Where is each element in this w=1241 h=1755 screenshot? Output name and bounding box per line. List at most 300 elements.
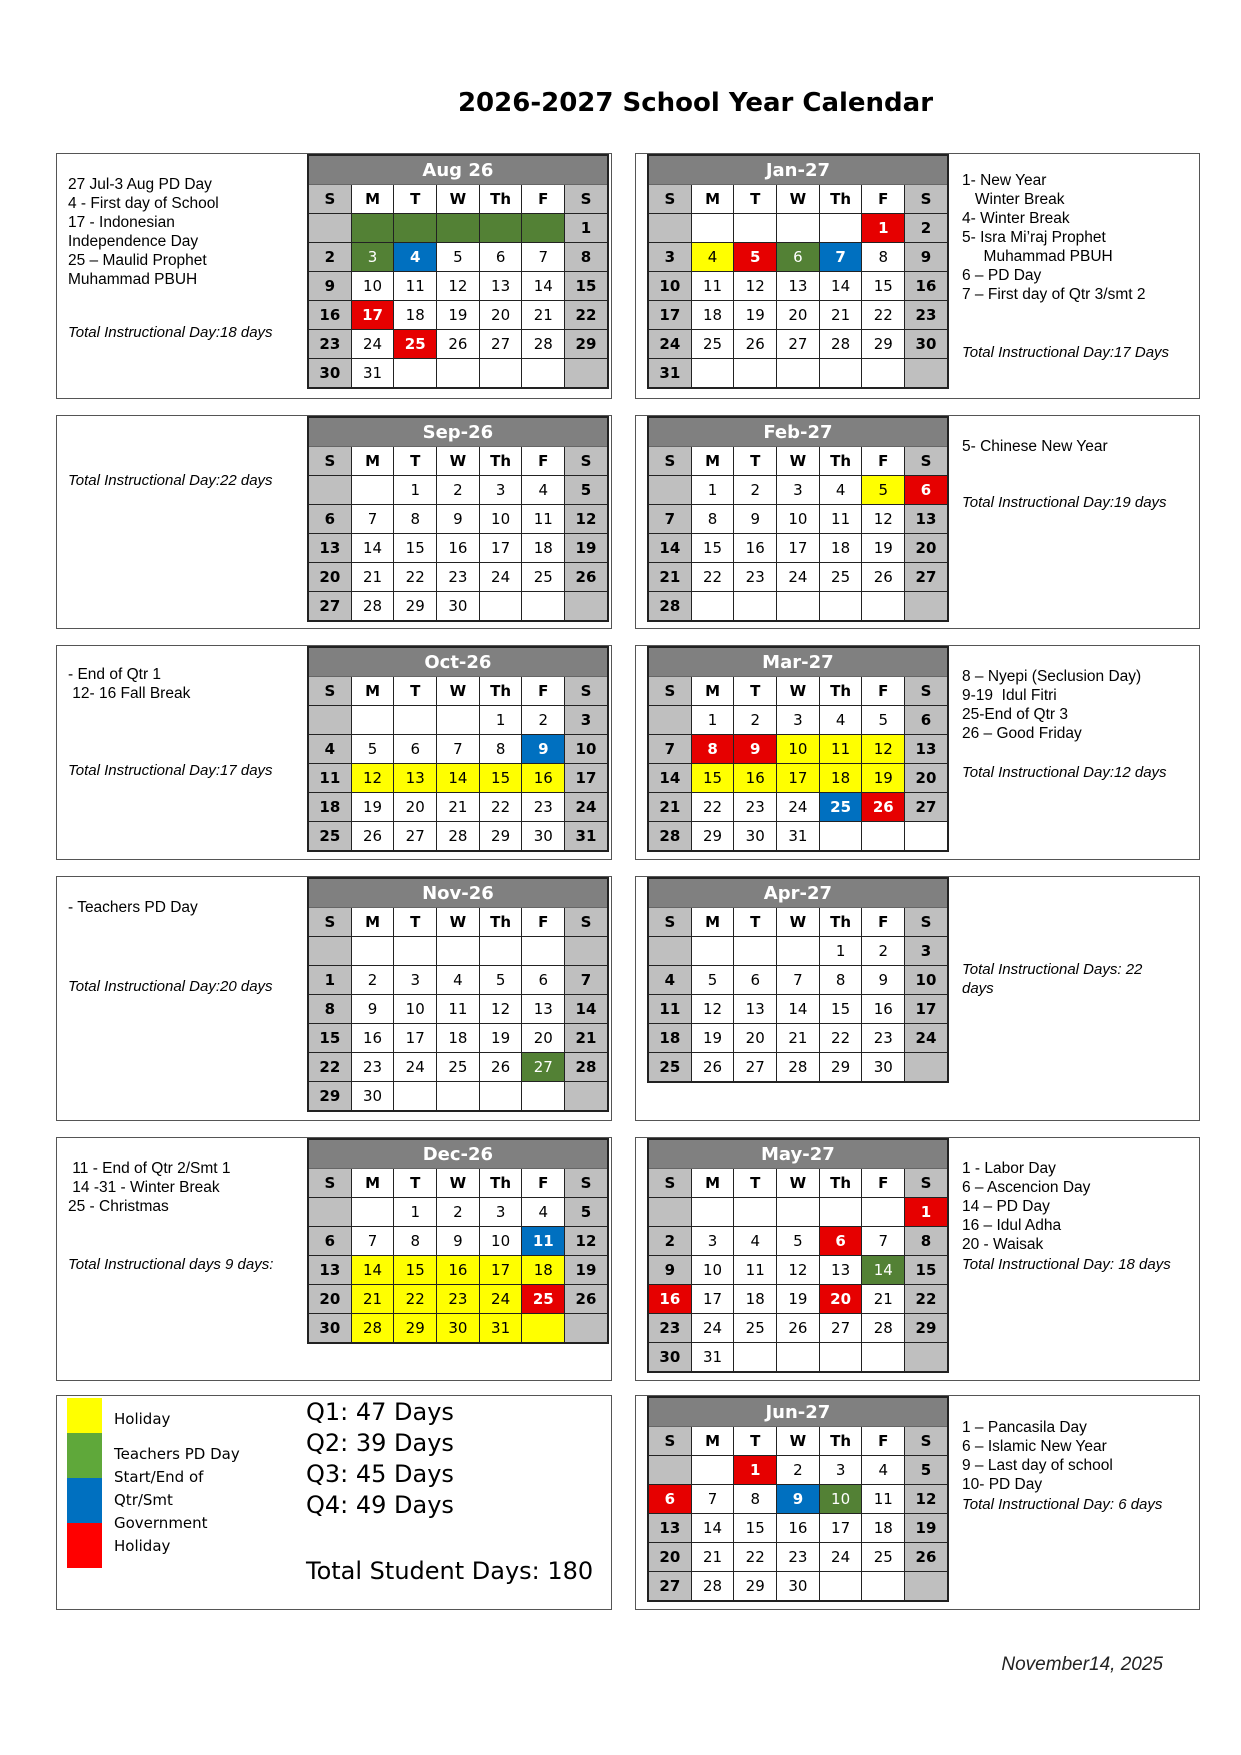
day-header: M (351, 447, 394, 476)
day-cell: 25 (819, 563, 862, 592)
month-notes (962, 171, 1145, 304)
note-line: 25-End of Qtr 3 (962, 706, 1068, 723)
day-cell: 19 (479, 1024, 522, 1053)
day-cell: 15 (565, 272, 608, 301)
total-instructional-days: Total Instructional Day:12 days (962, 764, 1167, 781)
day-cell: 21 (862, 1285, 905, 1314)
day-cell: 6 (905, 476, 948, 505)
day-header: M (691, 677, 734, 706)
day-cell: 14 (565, 995, 608, 1024)
day-cell: 12 (565, 505, 608, 534)
day-cell (308, 214, 351, 243)
legend-label: Holiday (114, 1410, 171, 1428)
week-row (308, 1053, 608, 1082)
day-cell: 6 (394, 735, 437, 764)
day-cell: 7 (351, 505, 394, 534)
day-cell: 26 (691, 1053, 734, 1083)
day-cell: 27 (734, 1053, 777, 1083)
day-cell: 24 (479, 1285, 522, 1314)
day-cell (691, 1456, 734, 1485)
day-cell: 31 (351, 359, 394, 389)
day-cell (819, 359, 862, 389)
note-line: 12- 16 Fall Break (68, 685, 191, 702)
week-row (648, 1024, 948, 1053)
day-cell: 31 (479, 1314, 522, 1344)
day-cell: 16 (522, 764, 565, 793)
day-cell: 5 (437, 243, 480, 272)
day-cell: 27 (394, 822, 437, 852)
day-cell: 11 (308, 764, 351, 793)
day-header: Th (479, 1169, 522, 1198)
note-line: 4- Winter Break (962, 210, 1070, 227)
week-row (308, 505, 608, 534)
note-line: 26 – Good Friday (962, 725, 1082, 742)
day-cell: 22 (734, 1543, 777, 1572)
day-cell: 21 (522, 301, 565, 330)
note-line: 6 – Islamic New Year (962, 1438, 1107, 1455)
day-cell (777, 214, 820, 243)
quarter-days: Q4: 49 Days (306, 1491, 454, 1519)
day-cell: 6 (308, 505, 351, 534)
legend-swatch (67, 1478, 102, 1523)
day-cell: 26 (734, 330, 777, 359)
week-row (308, 706, 608, 735)
week-row (308, 1285, 608, 1314)
legend-label: Teachers PD Day (114, 1445, 240, 1463)
day-cell (734, 214, 777, 243)
day-cell: 17 (565, 764, 608, 793)
day-header: F (862, 1427, 905, 1456)
day-cell: 14 (648, 534, 691, 563)
day-header: F (522, 1169, 565, 1198)
month-title: Jun-27 (648, 1397, 948, 1427)
day-cell: 29 (691, 822, 734, 852)
day-cell: 10 (819, 1485, 862, 1514)
week-row (308, 1198, 608, 1227)
day-cell: 30 (905, 330, 948, 359)
day-cell (522, 592, 565, 622)
day-cell: 31 (565, 822, 608, 852)
day-cell: 29 (394, 1314, 437, 1344)
day-cell: 4 (437, 966, 480, 995)
day-cell: 20 (905, 764, 948, 793)
day-cell: 15 (905, 1256, 948, 1285)
day-cell (819, 592, 862, 622)
day-cell: 28 (648, 822, 691, 852)
day-cell: 2 (777, 1456, 820, 1485)
day-header: S (905, 185, 948, 214)
day-cell: 28 (862, 1314, 905, 1343)
day-cell: 4 (862, 1456, 905, 1485)
day-header: F (862, 1169, 905, 1198)
day-cell: 25 (734, 1314, 777, 1343)
day-cell: 11 (437, 995, 480, 1024)
day-cell (862, 592, 905, 622)
month-title: Feb-27 (648, 417, 948, 447)
total-instructional-days: Total Instructional days 9 days: (68, 1256, 274, 1273)
day-cell: 24 (819, 1543, 862, 1572)
day-cell (522, 937, 565, 966)
day-cell: 2 (862, 937, 905, 966)
day-cell: 4 (819, 476, 862, 505)
day-cell: 18 (394, 301, 437, 330)
day-cell: 29 (819, 1053, 862, 1083)
week-row (648, 793, 948, 822)
day-header: W (777, 447, 820, 476)
day-cell: 22 (862, 301, 905, 330)
day-cell: 5 (565, 1198, 608, 1227)
day-cell: 30 (777, 1572, 820, 1602)
week-row (308, 330, 608, 359)
day-cell: 29 (308, 1082, 351, 1112)
day-cell: 17 (905, 995, 948, 1024)
page-title: 2026-2027 School Year Calendar (457, 88, 934, 118)
day-cell: 20 (734, 1024, 777, 1053)
day-cell: 17 (819, 1514, 862, 1543)
day-cell: 12 (691, 995, 734, 1024)
day-cell: 20 (479, 301, 522, 330)
day-header: S (905, 1427, 948, 1456)
week-row (648, 1285, 948, 1314)
day-cell: 27 (648, 1572, 691, 1602)
day-cell (479, 1082, 522, 1112)
day-cell: 17 (777, 534, 820, 563)
week-row (648, 937, 948, 966)
day-cell: 26 (437, 330, 480, 359)
day-cell (777, 937, 820, 966)
day-cell (351, 937, 394, 966)
day-header: S (308, 908, 351, 937)
note-line: 1 - Labor Day (962, 1160, 1056, 1177)
day-cell: 27 (819, 1314, 862, 1343)
day-header: M (691, 1427, 734, 1456)
day-cell: 21 (351, 1285, 394, 1314)
day-cell (777, 359, 820, 389)
day-cell: 23 (522, 793, 565, 822)
day-cell: 26 (565, 563, 608, 592)
quarter-days: Q1: 47 Days (306, 1398, 454, 1426)
day-cell (437, 214, 480, 243)
note-line: - Teachers PD Day (68, 899, 198, 916)
month-calendar (647, 416, 949, 622)
day-header: T (734, 677, 777, 706)
day-cell: 20 (522, 1024, 565, 1053)
day-cell: 21 (351, 563, 394, 592)
day-cell: 13 (522, 995, 565, 1024)
day-cell: 8 (734, 1485, 777, 1514)
day-cell: 24 (777, 563, 820, 592)
day-cell: 19 (351, 793, 394, 822)
day-cell: 19 (862, 764, 905, 793)
legend-swatch (67, 1433, 102, 1478)
day-cell: 28 (819, 330, 862, 359)
day-cell (819, 822, 862, 852)
day-cell: 21 (691, 1543, 734, 1572)
day-cell: 14 (351, 534, 394, 563)
day-cell: 17 (648, 301, 691, 330)
note-line: Muhammad PBUH (68, 271, 198, 288)
day-cell: 2 (648, 1227, 691, 1256)
legend-swatch (67, 1523, 102, 1568)
day-cell: 28 (351, 592, 394, 622)
day-header: M (691, 1169, 734, 1198)
day-cell: 4 (308, 735, 351, 764)
week-row (648, 1227, 948, 1256)
day-header: Th (479, 677, 522, 706)
week-row (308, 1082, 608, 1112)
day-header: S (905, 677, 948, 706)
month-notes (68, 665, 190, 703)
day-cell: 10 (479, 505, 522, 534)
week-row (308, 937, 608, 966)
day-cell: 14 (819, 272, 862, 301)
day-cell: 2 (351, 966, 394, 995)
week-row (308, 563, 608, 592)
day-cell: 19 (691, 1024, 734, 1053)
day-header: S (565, 677, 608, 706)
day-cell: 30 (437, 592, 480, 622)
day-header: W (437, 677, 480, 706)
month-title: Sep-26 (308, 417, 608, 447)
day-cell: 7 (777, 966, 820, 995)
day-cell: 14 (437, 764, 480, 793)
month-title: Apr-27 (648, 878, 948, 908)
day-cell: 23 (308, 330, 351, 359)
day-cell: 13 (819, 1256, 862, 1285)
week-row (648, 534, 948, 563)
day-cell (479, 592, 522, 622)
week-row (648, 1314, 948, 1343)
month-notes (962, 437, 1108, 456)
day-header: S (308, 447, 351, 476)
day-cell: 24 (351, 330, 394, 359)
day-cell (565, 359, 608, 389)
day-cell: 19 (437, 301, 480, 330)
day-cell (777, 592, 820, 622)
note-line: 1 – Pancasila Day (962, 1419, 1087, 1436)
day-cell: 1 (734, 1456, 777, 1485)
day-cell (734, 359, 777, 389)
month-title: Oct-26 (308, 647, 608, 677)
day-header: S (565, 1169, 608, 1198)
week-row (308, 359, 608, 389)
day-cell (308, 476, 351, 505)
day-cell: 18 (862, 1514, 905, 1543)
day-cell (565, 1082, 608, 1112)
day-header: S (905, 447, 948, 476)
total-instructional-days: Total Instructional Day:18 days (68, 324, 273, 341)
day-cell: 14 (522, 272, 565, 301)
day-cell: 25 (819, 793, 862, 822)
day-cell: 23 (734, 563, 777, 592)
week-row (308, 1024, 608, 1053)
legend-label: Start/End of Qtr/Smt (114, 1468, 204, 1509)
day-cell: 19 (565, 534, 608, 563)
day-cell: 29 (394, 592, 437, 622)
day-cell (394, 1082, 437, 1112)
day-cell: 24 (777, 793, 820, 822)
day-cell (394, 937, 437, 966)
day-cell: 26 (862, 793, 905, 822)
day-header: W (437, 908, 480, 937)
day-cell: 6 (479, 243, 522, 272)
day-header: T (734, 1427, 777, 1456)
day-cell: 23 (862, 1024, 905, 1053)
day-cell (308, 937, 351, 966)
day-cell: 28 (691, 1572, 734, 1602)
day-cell: 9 (437, 1227, 480, 1256)
day-cell: 3 (648, 243, 691, 272)
total-instructional-days: Total Instructional Day:19 days (962, 494, 1167, 511)
day-cell: 17 (777, 764, 820, 793)
day-cell: 18 (819, 764, 862, 793)
day-cell: 6 (905, 706, 948, 735)
day-header: S (648, 908, 691, 937)
month-notes (962, 1159, 1090, 1254)
day-cell (479, 214, 522, 243)
day-cell: 11 (522, 505, 565, 534)
day-header: M (351, 1169, 394, 1198)
day-cell: 28 (648, 592, 691, 622)
note-line: 17 - Indonesian (68, 214, 175, 231)
week-row (308, 243, 608, 272)
note-line: - End of Qtr 1 (68, 666, 162, 683)
day-cell: 23 (437, 1285, 480, 1314)
day-cell: 9 (351, 995, 394, 1024)
month-notes (68, 175, 219, 289)
day-cell: 3 (394, 966, 437, 995)
day-cell: 24 (648, 330, 691, 359)
week-row (648, 359, 948, 389)
day-cell: 28 (522, 330, 565, 359)
day-cell (691, 1198, 734, 1227)
day-cell: 13 (308, 534, 351, 563)
day-header: F (862, 677, 905, 706)
day-cell: 25 (522, 563, 565, 592)
day-cell: 29 (734, 1572, 777, 1602)
day-cell: 4 (819, 706, 862, 735)
day-cell: 15 (862, 272, 905, 301)
day-header: F (522, 185, 565, 214)
week-row (648, 592, 948, 622)
day-cell: 30 (522, 822, 565, 852)
day-cell: 11 (734, 1256, 777, 1285)
day-header: S (565, 447, 608, 476)
note-line: 14 -31 - Winter Break (68, 1179, 220, 1196)
week-row (648, 243, 948, 272)
day-cell: 6 (522, 966, 565, 995)
day-cell: 21 (777, 1024, 820, 1053)
day-cell (777, 1343, 820, 1373)
day-header: W (777, 1169, 820, 1198)
day-cell: 23 (905, 301, 948, 330)
day-header: M (691, 185, 734, 214)
day-cell: 7 (648, 505, 691, 534)
day-header: T (734, 908, 777, 937)
month-title: Aug 26 (308, 155, 608, 185)
day-cell: 12 (905, 1485, 948, 1514)
day-cell: 10 (394, 995, 437, 1024)
day-cell (905, 592, 948, 622)
day-cell: 20 (819, 1285, 862, 1314)
day-cell: 27 (905, 563, 948, 592)
day-cell: 5 (691, 966, 734, 995)
day-cell: 18 (437, 1024, 480, 1053)
week-row (308, 476, 608, 505)
day-cell (648, 706, 691, 735)
day-cell (691, 937, 734, 966)
day-cell: 16 (734, 534, 777, 563)
month-calendar (647, 1396, 949, 1602)
day-cell: 10 (648, 272, 691, 301)
day-cell: 9 (905, 243, 948, 272)
day-cell: 10 (777, 505, 820, 534)
day-cell: 8 (565, 243, 608, 272)
day-cell: 27 (308, 592, 351, 622)
day-header: Th (819, 677, 862, 706)
day-cell: 9 (734, 505, 777, 534)
day-header: T (394, 908, 437, 937)
day-cell: 6 (734, 966, 777, 995)
day-cell (565, 592, 608, 622)
day-cell: 8 (905, 1227, 948, 1256)
day-cell (905, 1343, 948, 1373)
day-cell: 10 (351, 272, 394, 301)
day-cell: 1 (691, 706, 734, 735)
day-header: W (777, 185, 820, 214)
day-cell: 1 (565, 214, 608, 243)
day-cell: 22 (565, 301, 608, 330)
day-cell (351, 706, 394, 735)
day-header: F (522, 447, 565, 476)
day-cell (522, 359, 565, 389)
month-title: Nov-26 (308, 878, 608, 908)
day-cell (862, 1572, 905, 1602)
day-cell: 7 (648, 735, 691, 764)
week-row (648, 822, 948, 852)
week-row (648, 563, 948, 592)
day-cell: 15 (691, 764, 734, 793)
month-notes (962, 667, 1141, 743)
day-cell: 18 (819, 534, 862, 563)
day-cell: 16 (648, 1285, 691, 1314)
week-row (308, 1256, 608, 1285)
day-cell: 7 (565, 966, 608, 995)
week-row (648, 330, 948, 359)
total-student-days: Total Student Days: 180 (306, 1557, 594, 1585)
day-header: S (565, 185, 608, 214)
day-cell: 8 (862, 243, 905, 272)
day-cell (437, 359, 480, 389)
day-cell: 28 (777, 1053, 820, 1083)
day-header: S (648, 447, 691, 476)
day-cell: 12 (777, 1256, 820, 1285)
day-cell: 4 (648, 966, 691, 995)
day-cell: 12 (862, 735, 905, 764)
day-cell: 25 (648, 1053, 691, 1083)
day-cell: 4 (522, 476, 565, 505)
day-cell (862, 822, 905, 852)
day-cell: 9 (734, 735, 777, 764)
day-cell: 25 (522, 1285, 565, 1314)
total-instructional-days: Total Instructional Day:17 days (68, 762, 273, 779)
day-cell: 2 (308, 243, 351, 272)
day-cell: 4 (522, 1198, 565, 1227)
day-cell: 15 (394, 1256, 437, 1285)
day-cell: 30 (648, 1343, 691, 1373)
day-header: Th (819, 447, 862, 476)
day-cell: 3 (691, 1227, 734, 1256)
